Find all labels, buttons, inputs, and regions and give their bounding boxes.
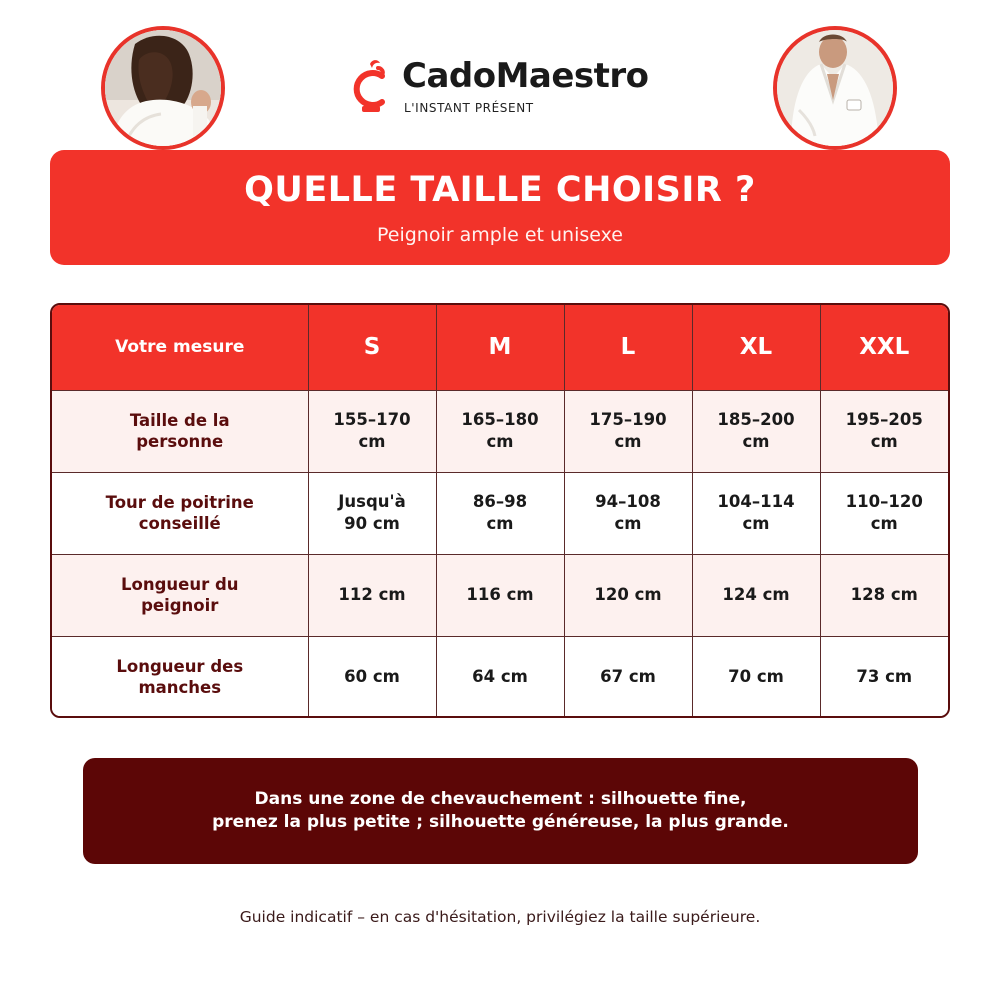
size-value-cell [692,554,820,636]
table-row [52,390,948,472]
size-value-cell [820,390,948,472]
man-in-bathrobe-photo [773,26,897,150]
row-label [52,390,308,472]
woman-in-bathrobe-photo [101,26,225,150]
size-value-line: 128 cm [850,585,918,604]
advice-line: prenez la plus petite ; silhouette généreuse, la plus grande. [212,812,789,832]
corner-header: Votre mesure [52,305,308,390]
size-value-line: 64 cm [472,667,528,687]
size-value-line: cm [358,432,386,451]
size-table-body [52,390,948,718]
size-value-line: 67 cm [600,667,656,687]
size-value-line: 155–170 [333,410,411,429]
size-value-line: 94–108 [595,492,661,511]
size-value-cell [436,390,564,472]
row-label-line: Taille de la [129,411,230,430]
row-label [52,472,308,554]
size-value-line: cm [486,514,514,533]
brand-logo [348,56,658,120]
page-subtitle: Peignoir ample et unisexe [377,224,623,246]
size-value-cell [692,390,820,472]
size-value-line: cm [742,432,770,451]
table-row [52,554,948,636]
size-value-cell [308,390,436,472]
size-value-cell [564,554,692,636]
size-value-cell [436,472,564,554]
cado-logo-icon [348,58,394,114]
row-label-line: Tour de poitrine [105,493,254,512]
size-value-cell [820,636,948,718]
size-value-line: 90 cm [344,514,400,533]
size-value-line: 112 cm [338,585,406,604]
size-value-cell [564,636,692,718]
size-value-line: 124 cm [722,585,790,604]
brand-name: CadoMaestro [402,56,649,96]
size-value-line: cm [614,432,642,451]
size-value-cell [436,636,564,718]
title-banner [50,150,950,265]
row-label-line: Longueur des [116,657,244,677]
size-value-cell [564,472,692,554]
size-value-line: 70 cm [728,667,784,687]
size-table-container [50,303,950,718]
size-value-cell [308,636,436,718]
size-value-line: 104–114 [717,492,795,511]
size-header: M [436,305,564,390]
size-value-cell [820,472,948,554]
size-value-line: 86–98 [472,492,528,511]
page-title: QUELLE TAILLE CHOISIR ? [244,170,756,210]
size-value-line: 60 cm [344,667,400,687]
size-header: XXL [820,305,948,390]
row-label-line: Longueur du [120,575,239,594]
footnote: Guide indicatif – en cas d'hésitation, privilégiez la taille supérieure. [239,908,761,926]
size-value-line: cm [614,514,642,533]
table-row [52,472,948,554]
size-value-line: Jusqu'à [338,492,406,511]
size-value-cell [692,636,820,718]
size-value-cell [820,554,948,636]
table-header-row [52,305,948,390]
advice-line: Dans une zone de chevauchement : silhouette fine, [254,789,747,809]
row-label-line: peignoir [141,596,219,615]
size-value-cell [564,390,692,472]
size-value-line: cm [870,514,898,533]
size-table [52,305,948,718]
row-label-line: conseillé [138,514,221,533]
size-value-line: 185–200 [717,410,795,429]
row-label-line: personne [136,432,224,451]
size-value-line: cm [486,432,514,451]
table-row [52,636,948,718]
size-value-line: 73 cm [856,667,913,687]
size-header: L [564,305,692,390]
size-value-line: 165–180 [461,410,539,429]
size-value-cell [692,472,820,554]
advice-box [83,758,918,864]
size-header: XL [692,305,820,390]
size-value-line: 120 cm [594,585,662,604]
row-label-line: manches [138,678,222,698]
size-value-line: 195–205 [845,410,923,429]
size-header: S [308,305,436,390]
row-label [52,636,308,718]
size-value-line: 116 cm [466,585,534,604]
row-label [52,554,308,636]
size-value-cell [308,472,436,554]
size-value-line: 175–190 [589,410,667,429]
size-value-cell [308,554,436,636]
brand-tagline: L'INSTANT PRÉSENT [404,101,534,115]
size-value-line: cm [742,514,770,533]
size-value-line: 110–120 [845,492,923,511]
size-value-line: cm [870,432,898,451]
size-value-cell [436,554,564,636]
